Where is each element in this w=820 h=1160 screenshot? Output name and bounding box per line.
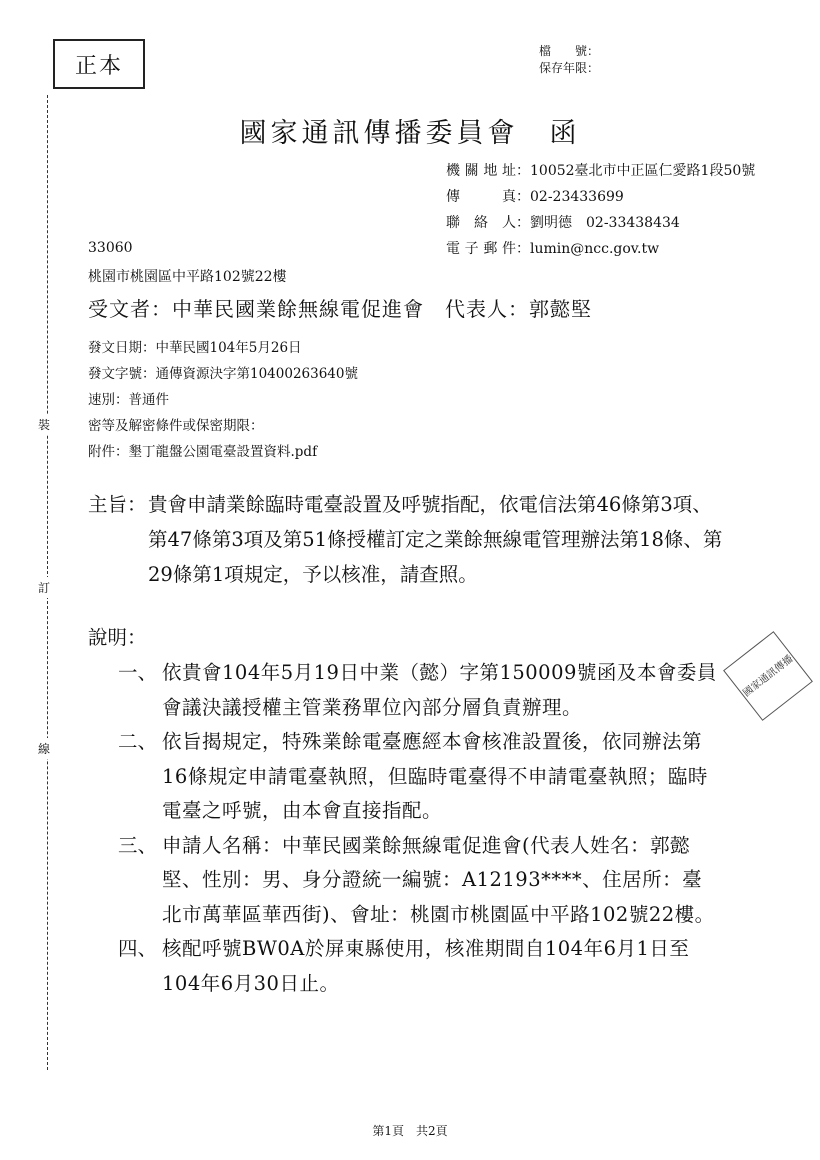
- seal-text: 國家通訊傳播: [740, 653, 796, 699]
- subject-section: [88, 487, 728, 592]
- attachment: 附件：墾丁龍盤公園電臺設置資料.pdf: [88, 444, 318, 460]
- agency-email-row: [446, 236, 755, 262]
- explanation-item: [118, 725, 718, 829]
- subject-label: 主旨：: [88, 493, 147, 516]
- security-classification: 密等及解密條件或保密期限：: [88, 418, 264, 434]
- agency-fax-row: [446, 184, 755, 210]
- explanation-items: [118, 656, 718, 1001]
- binding-mark-ding: 訂: [38, 577, 50, 598]
- official-seal-stamp: [723, 631, 813, 721]
- item-number: 三、: [118, 833, 158, 857]
- recipient-street-address: 桃園市桃園區中平路102號22樓: [88, 269, 287, 285]
- item-text: 依旨揭規定，特殊業餘電臺應經本會核准設置後，依同辦法第16條規定申請電臺執照，但臨時電臺得不申請電臺執照；臨時電臺之呼號，由本會直接指配。: [162, 730, 708, 822]
- issue-date: 發文日期：中華民國104年5月26日: [88, 340, 302, 356]
- item-number: 一、: [118, 661, 158, 684]
- explanation-item: [118, 656, 718, 725]
- delivery-speed: 速別：普通件: [88, 392, 169, 408]
- binding-mark-zhuang: 裝: [38, 414, 50, 435]
- recipient-line: 受文者：中華民國業餘無線電促進會 代表人：郭懿堅: [88, 297, 592, 321]
- subject-text: 貴會申請業餘臨時電臺設置及呼號指配，依電信法第46條第3項、第47條第3項及第51條授權訂定之業餘無線電管理辦法第18條、第29條第1項規定，予以核准，請查照。: [148, 493, 723, 586]
- explanation-item: [118, 932, 718, 1001]
- document-title: 國家通訊傳播委員會 函: [239, 118, 581, 149]
- agency-info: [446, 158, 755, 262]
- page-footer: 第1頁 共2頁: [372, 1124, 448, 1138]
- item-text: 核配呼號BW0A於屏東縣使用，核准期間自104年6月1日至104年6月30日止。: [162, 937, 690, 995]
- agency-fax-label: 傳 真: [446, 189, 516, 205]
- file-number-label: 檔 號：: [539, 44, 600, 58]
- agency-address-row: [446, 158, 755, 184]
- agency-fax-value: ：02-23433699: [516, 189, 624, 205]
- original-copy-stamp: 正本: [53, 39, 145, 89]
- item-text: 依貴會104年5月19日中業（懿）字第150009號函及本會委員會議決議授權主管業務單位內部分層負責辦理。: [162, 661, 717, 719]
- explanation-label: 說明：: [88, 626, 147, 649]
- agency-address-label: 機關地址: [446, 163, 516, 179]
- explanation-item: [118, 829, 718, 933]
- retention-period-label: 保存年限：: [539, 61, 600, 75]
- item-number: 二、: [118, 730, 158, 753]
- item-number: 四、: [118, 937, 158, 960]
- item-text: 申請人名稱：中華民國業餘無線電促進會(代表人姓名：郭懿堅、性別：男、身分證統一編號：A12193****、住居所：臺北市萬華區華西街)、會址：桃園市桃園區中平路102號22樓。: [162, 833, 715, 926]
- recipient-postal-code: 33060: [88, 240, 133, 256]
- binding-mark-xian: 線: [38, 738, 50, 759]
- agency-contact-row: [446, 210, 755, 236]
- agency-contact-value: ：劉明德 02-33438434: [516, 215, 680, 231]
- agency-email-value: ：lumin@ncc.gov.tw: [516, 241, 660, 257]
- document-number: 發文字號：通傳資源決字第10400263640號: [88, 366, 358, 382]
- agency-address-value: ：10052臺北市中正區仁愛路1段50號: [516, 163, 756, 179]
- agency-contact-label: 聯 絡 人: [446, 215, 516, 231]
- agency-email-label: 電子郵件: [446, 241, 516, 257]
- document-metadata: [88, 335, 358, 465]
